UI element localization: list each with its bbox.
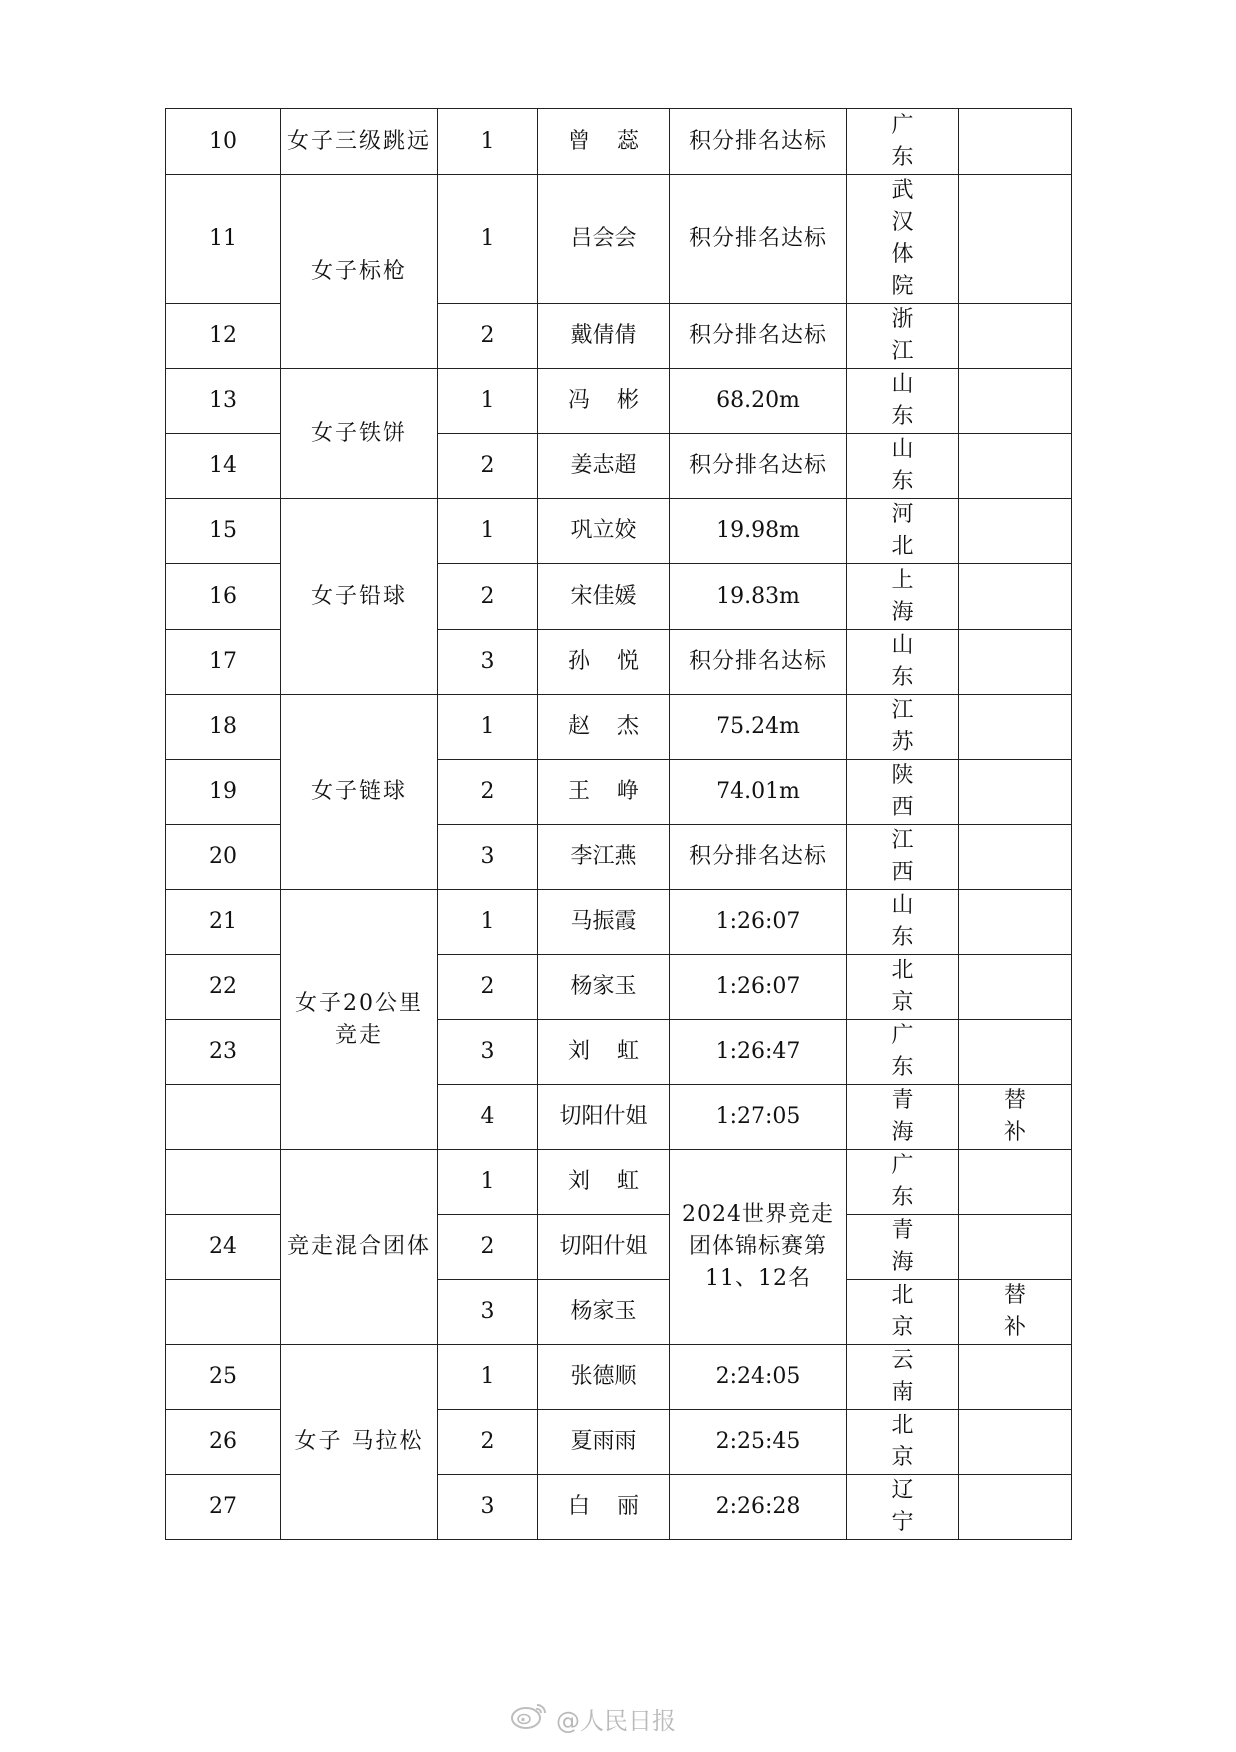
row-number: 14	[166, 434, 281, 499]
athlete-name: 吕会会	[538, 175, 670, 304]
athlete-name: 巩立姣	[538, 499, 670, 564]
athlete-name: 刘 虹	[538, 1020, 670, 1085]
rank: 3	[438, 1280, 538, 1345]
rank: 1	[438, 1150, 538, 1215]
note	[959, 369, 1072, 434]
event-name: 女子链球	[281, 695, 438, 890]
qualification-result: 2:24:05	[670, 1345, 847, 1410]
rank: 2	[438, 564, 538, 630]
rank: 1	[438, 369, 538, 434]
note	[959, 630, 1072, 695]
table-row	[166, 1345, 1072, 1410]
unit: 上 海	[847, 564, 959, 630]
rank: 2	[438, 760, 538, 825]
unit: 浙 江	[847, 304, 959, 369]
row-number	[166, 1085, 281, 1150]
qualification-result: 积分排名达标	[670, 109, 847, 175]
athlete-name: 张德顺	[538, 1345, 670, 1410]
note	[959, 434, 1072, 499]
note	[959, 1475, 1072, 1540]
note	[959, 499, 1072, 564]
table-row	[166, 695, 1072, 760]
note: 替 补	[959, 1280, 1072, 1345]
row-number: 19	[166, 760, 281, 825]
note: 替 补	[959, 1085, 1072, 1150]
note	[959, 304, 1072, 369]
qualification-result: 2024世界竞走团体锦标赛第11、12名	[670, 1150, 847, 1345]
qualification-result: 75.24m	[670, 695, 847, 760]
unit: 武 汉 体 院	[847, 175, 959, 304]
unit: 北 京	[847, 1410, 959, 1475]
table-row	[166, 890, 1072, 955]
note	[959, 175, 1072, 304]
unit: 山 东	[847, 630, 959, 695]
rank: 2	[438, 304, 538, 369]
unit: 山 东	[847, 369, 959, 434]
table-row	[166, 499, 1072, 564]
row-number: 17	[166, 630, 281, 695]
row-number: 22	[166, 955, 281, 1020]
qualification-result: 1:27:05	[670, 1085, 847, 1150]
rank: 2	[438, 1215, 538, 1280]
unit: 青 海	[847, 1085, 959, 1150]
event-name: 女子铁饼	[281, 369, 438, 499]
athlete-name: 王 峥	[538, 760, 670, 825]
athlete-name: 夏雨雨	[538, 1410, 670, 1475]
row-number: 23	[166, 1020, 281, 1085]
rank: 1	[438, 890, 538, 955]
qualification-result: 积分排名达标	[670, 630, 847, 695]
qualification-result: 积分排名达标	[670, 434, 847, 499]
athlete-name: 切阳什姐	[538, 1215, 670, 1280]
row-number: 26	[166, 1410, 281, 1475]
row-number	[166, 1150, 281, 1215]
note	[959, 109, 1072, 175]
athlete-name: 冯 彬	[538, 369, 670, 434]
athlete-name: 马振霞	[538, 890, 670, 955]
event-name: 女子铅球	[281, 499, 438, 695]
rank: 4	[438, 1085, 538, 1150]
rank: 3	[438, 630, 538, 695]
rank: 1	[438, 175, 538, 304]
qualification-result: 19.98m	[670, 499, 847, 564]
athlete-name: 杨家玉	[538, 955, 670, 1020]
rank: 1	[438, 695, 538, 760]
note	[959, 760, 1072, 825]
athlete-name: 孙 悦	[538, 630, 670, 695]
note	[959, 1215, 1072, 1280]
note	[959, 1410, 1072, 1475]
rank: 2	[438, 1410, 538, 1475]
row-number: 25	[166, 1345, 281, 1410]
rank: 2	[438, 955, 538, 1020]
weibo-icon	[510, 1700, 548, 1736]
rank: 2	[438, 434, 538, 499]
table-row	[166, 175, 1072, 304]
event-name: 女子20公里竞走	[281, 890, 438, 1150]
unit: 青 海	[847, 1215, 959, 1280]
unit: 山 东	[847, 434, 959, 499]
note	[959, 564, 1072, 630]
athlete-name: 李江燕	[538, 825, 670, 890]
athlete-name: 白 丽	[538, 1475, 670, 1540]
row-number: 20	[166, 825, 281, 890]
rank: 3	[438, 1020, 538, 1085]
rank: 3	[438, 1475, 538, 1540]
athlete-roster-table	[165, 108, 1072, 1540]
row-number: 27	[166, 1475, 281, 1540]
qualification-result: 2:25:45	[670, 1410, 847, 1475]
note	[959, 1150, 1072, 1215]
qualification-result: 19.83m	[670, 564, 847, 630]
athlete-name: 赵 杰	[538, 695, 670, 760]
rank: 1	[438, 1345, 538, 1410]
unit: 广 东	[847, 1150, 959, 1215]
watermark-text: @人民日报	[556, 1706, 676, 1735]
qualification-result: 2:26:28	[670, 1475, 847, 1540]
unit: 河 北	[847, 499, 959, 564]
note	[959, 695, 1072, 760]
row-number: 18	[166, 695, 281, 760]
athlete-name: 姜志超	[538, 434, 670, 499]
note	[959, 890, 1072, 955]
athlete-name: 曾 蕊	[538, 109, 670, 175]
rank: 1	[438, 499, 538, 564]
row-number: 13	[166, 369, 281, 434]
event-name: 女子三级跳远	[281, 109, 438, 175]
event-name: 女子标枪	[281, 175, 438, 369]
athlete-name: 戴倩倩	[538, 304, 670, 369]
unit: 陕 西	[847, 760, 959, 825]
unit: 北 京	[847, 955, 959, 1020]
athlete-name: 杨家玉	[538, 1280, 670, 1345]
unit: 山 东	[847, 890, 959, 955]
row-number	[166, 1280, 281, 1345]
qualification-result: 积分排名达标	[670, 304, 847, 369]
unit: 北 京	[847, 1280, 959, 1345]
unit: 广 东	[847, 109, 959, 175]
event-name: 竞走混合团体	[281, 1150, 438, 1345]
note	[959, 955, 1072, 1020]
watermark	[510, 1702, 676, 1734]
table-row	[166, 369, 1072, 434]
row-number: 10	[166, 109, 281, 175]
note	[959, 1345, 1072, 1410]
row-number: 15	[166, 499, 281, 564]
qualification-result: 积分排名达标	[670, 825, 847, 890]
qualification-result: 74.01m	[670, 760, 847, 825]
athlete-name: 刘 虹	[538, 1150, 670, 1215]
qualification-result: 积分排名达标	[670, 175, 847, 304]
qualification-result: 1:26:07	[670, 955, 847, 1020]
row-number: 16	[166, 564, 281, 630]
row-number: 24	[166, 1215, 281, 1280]
row-number: 11	[166, 175, 281, 304]
qualification-result: 68.20m	[670, 369, 847, 434]
row-number: 12	[166, 304, 281, 369]
rank: 1	[438, 109, 538, 175]
qualification-result: 1:26:47	[670, 1020, 847, 1085]
table-row	[166, 109, 1072, 175]
event-name: 女子 马拉松	[281, 1345, 438, 1540]
athlete-name: 宋佳媛	[538, 564, 670, 630]
qualification-result: 1:26:07	[670, 890, 847, 955]
note	[959, 825, 1072, 890]
note	[959, 1020, 1072, 1085]
unit: 江 苏	[847, 695, 959, 760]
rank: 3	[438, 825, 538, 890]
unit: 江 西	[847, 825, 959, 890]
table-row	[166, 1150, 1072, 1215]
unit: 广 东	[847, 1020, 959, 1085]
athlete-name: 切阳什姐	[538, 1085, 670, 1150]
unit: 云 南	[847, 1345, 959, 1410]
row-number: 21	[166, 890, 281, 955]
unit: 辽 宁	[847, 1475, 959, 1540]
